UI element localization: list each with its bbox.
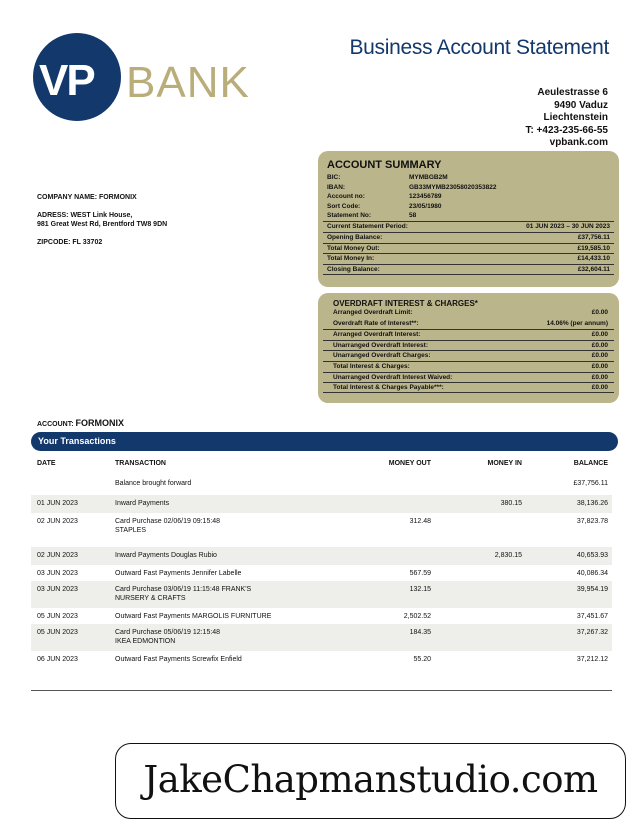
summary-row [323, 243, 614, 254]
page-title: Business Account Statement [349, 36, 609, 59]
overdraft-row [323, 361, 614, 372]
table-row [31, 547, 612, 565]
table-row [31, 581, 612, 608]
header-money-in: MONEY IN [487, 459, 522, 467]
bank-website: vpbank.com [549, 137, 608, 149]
account-name: FORMONIX [75, 418, 125, 428]
tx-description-line: NURSERY & CRAFTS [115, 595, 186, 602]
table-header [31, 451, 612, 475]
tx-money-out: 184.35 [409, 629, 431, 636]
summary-detail-value: 123456789 [409, 193, 442, 201]
overdraft-row [323, 382, 614, 393]
header-transaction: TRANSACTION [115, 459, 166, 467]
overdraft-row [323, 329, 614, 340]
summary-row-value: £14,433.10 [577, 255, 610, 263]
summary-detail-label: Account no: [327, 193, 365, 201]
bank-address-line: Aeulestrasse 6 [537, 87, 608, 98]
tx-description [115, 479, 341, 495]
summary-detail-value: 58 [409, 212, 417, 220]
overdraft-row-value: £0.00 [591, 309, 608, 316]
tx-description-line: Card Purchase 02/06/19 09:15:48 [115, 518, 221, 525]
overdraft-heading: OVERDRAFT INTEREST & CHARGES* [333, 299, 478, 308]
summary-detail-row [327, 202, 614, 212]
table-row [31, 495, 612, 513]
watermark: JakeChapmanstudio.com [115, 743, 626, 819]
tx-description [115, 628, 341, 651]
company-zipcode: ZIPCODE: FL 33702 [37, 239, 103, 246]
tx-money-out: 132.15 [409, 586, 431, 593]
overdraft-row-value: £0.00 [591, 384, 608, 392]
tx-description [115, 612, 341, 624]
tx-description-line: Inward Payments Douglas Rubio [115, 552, 217, 559]
tx-money-in [431, 612, 522, 624]
bank-phone: T: +423-235-66-55 [525, 124, 608, 136]
tx-description-line: Outward Fast Payments MARGOLIS FURNITURE [115, 613, 272, 620]
tx-money-in [431, 517, 522, 547]
table-bottom-rule [31, 690, 612, 691]
tx-balance: 37,267.32 [576, 629, 608, 636]
tx-description [115, 569, 341, 581]
table-row [31, 475, 612, 495]
account-label [37, 418, 124, 428]
tx-money-out [341, 479, 431, 495]
summary-row-label: Opening Balance: [327, 233, 383, 241]
overdraft-row-label: Total Interest & Charges Payable***: [333, 384, 444, 392]
tx-money-out: 312.48 [409, 518, 431, 525]
summary-row-value: £37,756.11 [577, 233, 610, 241]
summary-row [323, 232, 614, 243]
overdraft-row-value: £0.00 [591, 362, 608, 370]
tx-money-in [431, 585, 522, 608]
tx-date: 05 JUN 2023 [37, 629, 78, 636]
overdraft-row [323, 319, 614, 330]
tx-money-in [431, 569, 522, 581]
tx-money-out: 567.59 [409, 570, 431, 577]
summary-detail-label: BIC: [327, 174, 341, 181]
tx-description [115, 585, 341, 608]
summary-row-label: Total Money Out: [327, 244, 380, 252]
summary-detail-value: GB33MYMB23058020353822 [409, 183, 497, 191]
account-summary-heading: ACCOUNT SUMMARY [327, 159, 442, 171]
summary-row-value: £19,585.10 [577, 244, 610, 252]
summary-detail-label: Statement No: [327, 212, 372, 220]
table-row [31, 608, 612, 624]
transactions-table [31, 451, 612, 671]
bank-logo [33, 33, 301, 121]
tx-balance: 40,653.93 [576, 552, 608, 559]
tx-date: 03 JUN 2023 [37, 586, 78, 593]
overdraft-row-label: Arranged Overdraft Limit: [333, 309, 413, 316]
tx-description-line: Outward Fast Payments Screwfix Enfield [115, 656, 242, 663]
tx-description-line: Outward Fast Payments Jennifer Labelle [115, 570, 242, 577]
tx-money-in [431, 655, 522, 671]
table-row [31, 624, 612, 651]
overdraft-row-value: 14.06% (per annum) [546, 319, 608, 327]
company-name: COMPANY NAME: FORMONIX [37, 194, 137, 201]
overdraft-row-label: Unarranged Overdraft Charges: [333, 352, 431, 360]
tx-date [31, 479, 115, 495]
overdraft-row-value: £0.00 [591, 341, 608, 349]
header-balance: BALANCE [573, 459, 608, 467]
tx-description-line: STAPLES [115, 527, 146, 534]
overdraft-row-label: Arranged Overdraft Interest: [333, 331, 421, 339]
tx-description-line: Balance brought forward [115, 480, 192, 487]
tx-money-in: 2,830.15 [494, 552, 522, 559]
logo-bank-text: BANK [126, 58, 250, 107]
summary-row [323, 253, 614, 264]
summary-row-label: Current Statement Period: [327, 222, 408, 230]
tx-money-out: 55.20 [413, 656, 431, 663]
tx-description-line: IKEA EDMONTION [115, 638, 176, 645]
summary-detail-row [327, 183, 614, 193]
account-summary-box [318, 151, 619, 287]
overdraft-row-label: Unarranged Overdraft Interest Waived: [333, 373, 453, 381]
tx-money-out [341, 499, 431, 513]
tx-date: 03 JUN 2023 [37, 570, 78, 577]
summary-detail-row [327, 192, 614, 202]
tx-money-in: 380.15 [500, 500, 522, 507]
table-row [31, 565, 612, 581]
tx-money-out: 2,502.52 [403, 613, 431, 620]
tx-balance: 40,086.34 [576, 570, 608, 577]
summary-detail-value: 23/05/1980 [409, 202, 442, 210]
tx-date: 01 JUN 2023 [37, 500, 78, 507]
tx-date: 06 JUN 2023 [37, 656, 78, 663]
tx-money-out [341, 551, 431, 565]
table-row [31, 651, 612, 671]
summary-row [323, 221, 614, 232]
company-address-line: 981 Great West Rd, Brentford TW8 9DN [37, 221, 168, 228]
logo-circle [33, 33, 121, 121]
summary-detail-row [327, 173, 614, 183]
bank-address-line: 9490 Vaduz [554, 99, 608, 111]
overdraft-row-label: Unarranged Overdraft Interest: [333, 341, 428, 349]
tx-description-line: Card Purchase 03/06/19 11:15:48 FRANK'S [115, 586, 252, 593]
summary-row-label: Total Money In: [327, 255, 375, 263]
tx-balance: £37,756.11 [573, 480, 608, 487]
tx-date: 05 JUN 2023 [37, 613, 78, 620]
summary-row [323, 264, 614, 275]
tx-date: 02 JUN 2023 [37, 518, 78, 525]
header-money-out: MONEY OUT [388, 459, 431, 467]
tx-balance: 37,451.67 [576, 613, 608, 620]
overdraft-box [318, 293, 619, 403]
tx-description-line: Inward Payments [115, 500, 170, 507]
table-row [31, 513, 612, 547]
tx-description [115, 517, 341, 547]
company-address-line: ADRESS: WEST Link House, [37, 212, 133, 219]
summary-row-label: Closing Balance: [327, 266, 380, 274]
overdraft-row-value: £0.00 [591, 352, 608, 360]
summary-detail-value: MYMBGB2M [409, 174, 448, 181]
overdraft-row-value: £0.00 [591, 331, 608, 339]
transactions-banner: Your Transactions [31, 432, 618, 451]
overdraft-row [323, 308, 614, 319]
summary-detail-label: Sort Code: [327, 202, 361, 210]
overdraft-row [323, 372, 614, 383]
overdraft-row-value: £0.00 [591, 373, 608, 381]
summary-row-value: £32,604.11 [577, 266, 610, 274]
overdraft-row [323, 350, 614, 361]
bank-address [525, 87, 608, 150]
bank-address-line: Liechtenstein [543, 112, 608, 124]
tx-balance: 37,212.12 [576, 656, 608, 663]
tx-money-in [431, 479, 522, 495]
tx-description-line: Card Purchase 05/06/19 12:15:48 [115, 629, 221, 636]
header-date: DATE [37, 459, 56, 467]
summary-row-value: 01 JUN 2023 – 30 JUN 2023 [526, 222, 610, 230]
tx-description [115, 551, 341, 565]
summary-detail-label: IBAN: [327, 183, 346, 191]
tx-balance: 37,823.78 [576, 518, 608, 525]
overdraft-row-label: Total Interest & Charges: [333, 362, 410, 370]
tx-money-in [431, 628, 522, 651]
logo-vp-text: VP [39, 56, 94, 105]
tx-balance: 39,954.19 [576, 586, 608, 593]
tx-balance: 38,136.26 [576, 500, 608, 507]
overdraft-row [323, 340, 614, 351]
account-label-text: ACCOUNT: [37, 421, 74, 428]
tx-description [115, 655, 341, 671]
company-info [37, 193, 167, 247]
summary-detail-row [327, 211, 614, 221]
overdraft-row-label: Overdraft Rate of Interest**: [333, 319, 419, 327]
tx-date: 02 JUN 2023 [37, 552, 78, 559]
tx-description [115, 499, 341, 513]
